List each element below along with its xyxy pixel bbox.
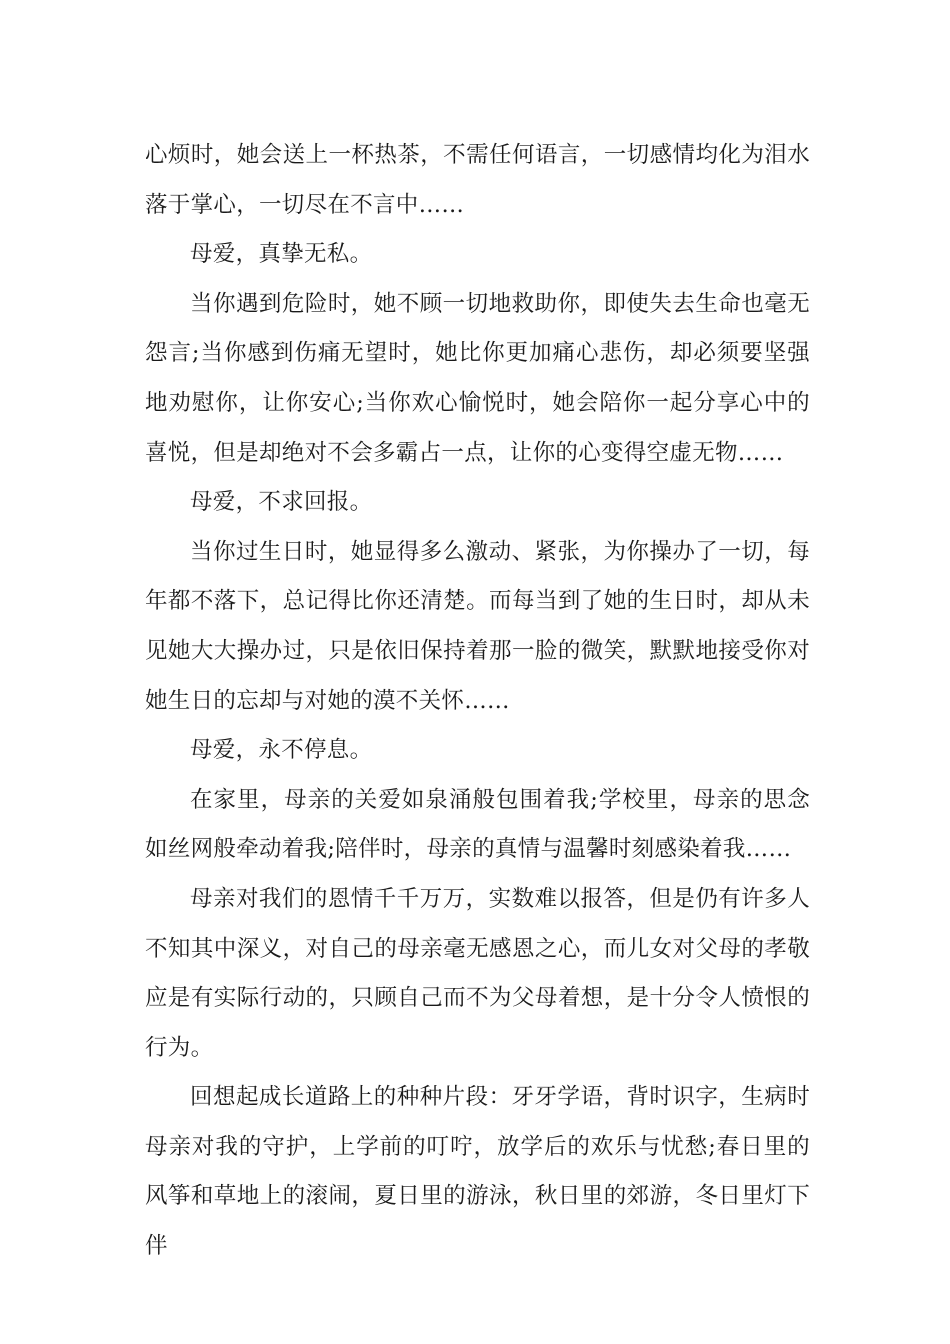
paragraph-5: 当你过生日时，她显得多么激动、紧张，为你操办了一切，每年都不落下，总记得比你还清楚。而每当到了她的生日时，却从未见她大大操办过，只是依旧保持着那一脸的微笑，默默地接受你对她生日的忘却与对她的漠不关怀…… (145, 538, 810, 714)
paragraph-7: 在家里，母亲的关爱如泉涌般包围着我;学校里，母亲的思念如丝网般牵动着我;陪伴时，母亲的真情与温馨时刻感染着我…… (145, 786, 810, 863)
paragraph-6: 母爱，永不停息。 (190, 737, 373, 764)
paragraph-4: 母爱，不求回报。 (190, 489, 373, 516)
document-body (145, 131, 810, 1272)
paragraph-8: 母亲对我们的恩情千千万万，实数难以报答，但是仍有许多人不知其中深义，对自己的母亲毫无感恩之心，而儿女对父母的孝敬应是有实际行动的，只顾自己而不为父母着想，是十分令人愤恨的行为。 (145, 885, 810, 1061)
paragraph-9: 回想起成长道路上的种种片段：牙牙学语，背时识字，生病时母亲对我的守护，上学前的叮咛，放学后的欢乐与忧愁;春日里的风筝和草地上的滚闹，夏日里的游泳，秋日里的郊游，冬日里灯下伴 (145, 1084, 810, 1260)
paragraph-3: 当你遇到危险时，她不顾一切地救助你，即使失去生命也毫无怨言;当你感到伤痛无望时，她比你更加痛心悲伤，却必须要坚强地劝慰你，让你安心;当你欢心愉悦时，她会陪你一起分享心中的喜悦，但是却绝对不会多霸占一点，让你的心变得空虚无物…… (145, 290, 810, 466)
paragraph-2: 母爱，真挚无私。 (190, 241, 373, 268)
paragraph-1: 心烦时，她会送上一杯热茶，不需任何语言，一切感情均化为泪水落于掌心，一切尽在不言中…… (145, 142, 810, 218)
